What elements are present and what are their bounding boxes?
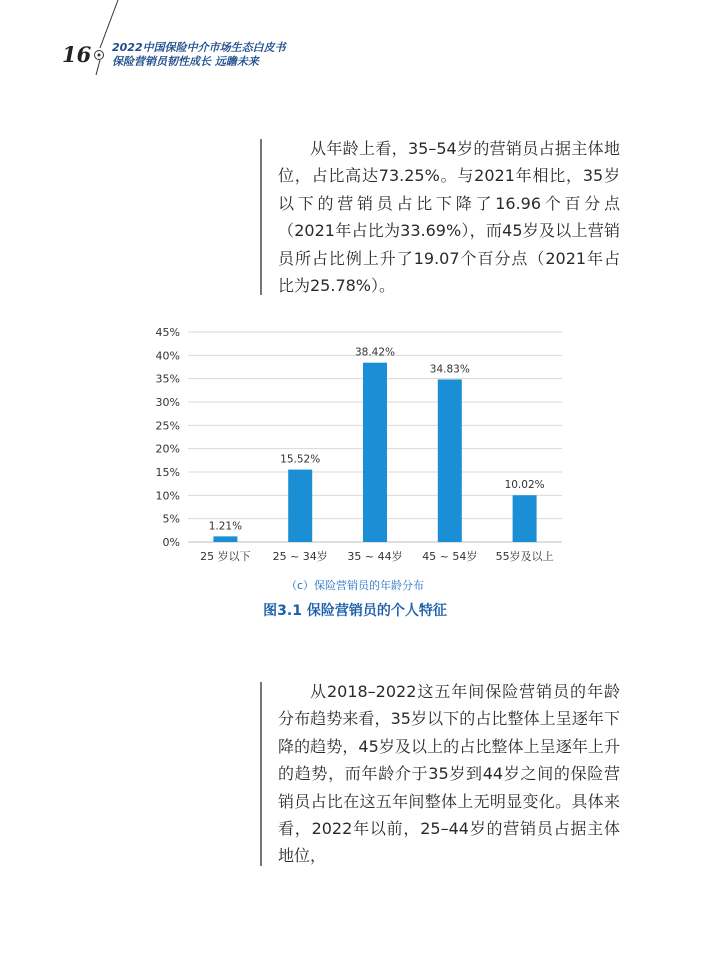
body-paragraph-2 xyxy=(260,678,620,870)
y-tick-label: 0% xyxy=(162,536,180,549)
bar xyxy=(363,363,387,542)
y-tick-label: 20% xyxy=(155,442,180,456)
y-tick-label: 5% xyxy=(162,512,180,526)
bar-value-label: 38.42% xyxy=(354,346,396,359)
y-tick-label: 15% xyxy=(155,466,180,479)
y-tick-label: 45% xyxy=(155,326,180,339)
chart-svg xyxy=(150,320,570,580)
age-distribution-chart xyxy=(150,320,570,580)
x-category-label: 25 岁以下 xyxy=(200,550,251,563)
y-tick-label: 10% xyxy=(155,489,180,503)
x-category-label: 25 ~ 34岁 xyxy=(272,550,328,563)
y-tick-label: 30% xyxy=(155,396,180,409)
bar-value-label: 10.02% xyxy=(504,479,545,492)
bar-value-label: 34.83% xyxy=(429,363,470,376)
running-header-line2: 保险营销员韧性成长 远瞻未来 xyxy=(112,55,259,68)
paragraph-2-text: 从2018–2022这五年间保险营销员的年龄分布趋势来看，35岁以下的占比整体上呈逐年下降的趋势，45岁及以上的占比整体上呈逐年上升的趋势，而年龄介于35岁到44岁之间的保险营销员占比在这五年间整体上无明显变化。具体来看，2022年以前，25–44岁的营销员占据主体地位， xyxy=(278,682,620,866)
y-tick-label: 35% xyxy=(155,372,180,386)
bar-value-label: 15.52% xyxy=(280,453,321,466)
paragraph-1-text: 从年龄上看，35–54岁的营销员占据主体地位，占比高达73.25%。与2021年相比，35岁以下的营销员占比下降了16.96个百分点（2021年占比为33.69%），而45岁及以上营销员所占比例上升了19.07个百分点（2021年占比为25.78%）。 xyxy=(278,139,620,296)
body-paragraph-1 xyxy=(260,135,620,299)
bar xyxy=(438,379,462,542)
header-decoration xyxy=(0,0,710,80)
figure-title: 图3.1 保险营销员的个人特征 xyxy=(263,603,447,619)
y-tick-label: 25% xyxy=(155,419,180,433)
chart-caption: （c）保险营销员的年龄分布 xyxy=(285,579,425,592)
x-category-label: 45 ~ 54岁 xyxy=(422,550,478,563)
running-header xyxy=(112,41,286,69)
bar xyxy=(213,536,237,542)
bar-value-label: 1.21% xyxy=(208,520,243,533)
page-number: 16 xyxy=(62,42,92,67)
x-category-label: 35 ~ 44岁 xyxy=(347,550,403,563)
bar xyxy=(513,495,537,542)
x-category-label: 55岁及以上 xyxy=(495,550,554,563)
bar xyxy=(288,470,312,542)
y-tick-label: 40% xyxy=(155,349,180,363)
running-header-line1: 2022中国保险中介市场生态白皮书 xyxy=(112,41,286,54)
